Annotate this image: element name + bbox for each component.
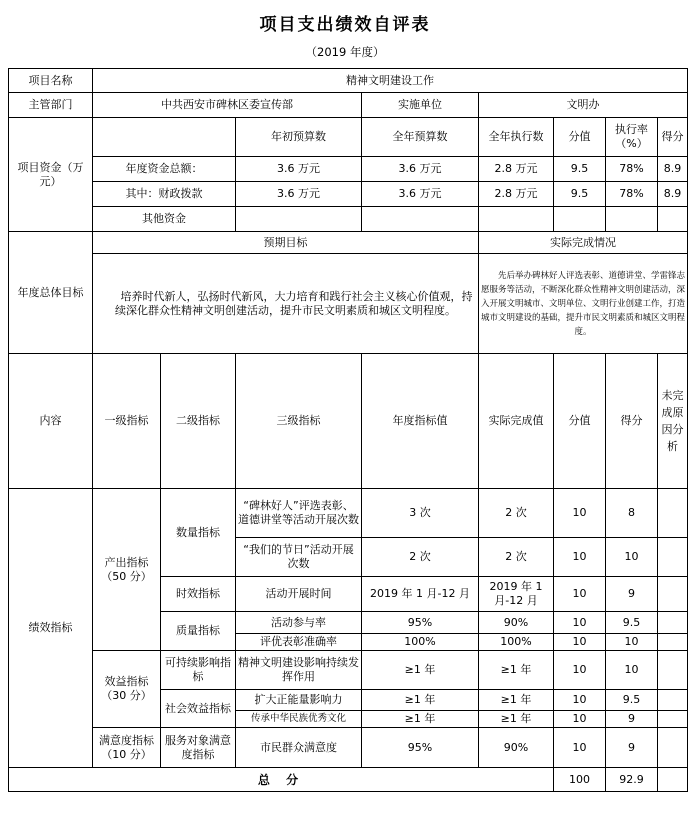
reason-cell	[658, 489, 688, 538]
target-cell: ≥1 年	[362, 711, 479, 728]
goals-actual-header: 实际完成情况	[479, 232, 688, 254]
funds-cell	[362, 207, 479, 232]
header-score: 分值	[554, 354, 606, 489]
reason-cell	[658, 577, 688, 612]
evaluation-table	[8, 68, 688, 792]
score-cell: 10	[554, 711, 606, 728]
actual-cell: ≥1 年	[479, 651, 554, 690]
actual-cell: 90%	[479, 612, 554, 634]
table-row	[9, 489, 688, 538]
funds-cell: 3.6 万元	[362, 182, 479, 207]
score-cell: 10	[554, 690, 606, 711]
actual-cell: 2 次	[479, 538, 554, 577]
target-cell: 95%	[362, 728, 479, 768]
funds-row	[9, 157, 688, 182]
actual-cell: 2019 年 1 月-12 月	[479, 577, 554, 612]
actual-cell: ≥1 年	[479, 690, 554, 711]
l2-social: 社会效益指标	[161, 690, 236, 728]
l3-cell: 活动开展时间	[236, 577, 362, 612]
l2-sustainable: 可持续影响指标	[161, 651, 236, 690]
l2-service: 服务对象满意度指标	[161, 728, 236, 768]
funds-cell: 2.8 万元	[479, 157, 554, 182]
l3-cell: 传承中华民族优秀文化	[236, 711, 362, 728]
goals-label: 年度总体目标	[9, 232, 93, 354]
reason-cell	[658, 690, 688, 711]
funds-row-name: 年度资金总额：	[93, 157, 236, 182]
funds-cell	[479, 207, 554, 232]
funds-cell: 8.9	[658, 157, 688, 182]
target-cell: 2019 年 1 月-12 月	[362, 577, 479, 612]
l3-cell: “碑林好人”评选表彰、道德讲堂等活动开展次数	[236, 489, 362, 538]
header-actual: 实际完成值	[479, 354, 554, 489]
funds-cell	[554, 207, 606, 232]
header-target: 年度指标值	[362, 354, 479, 489]
funds-cell: 8.9	[658, 182, 688, 207]
table-row	[9, 651, 688, 690]
fiscal-year: （2019 年度）	[305, 45, 385, 59]
goals-expected-text: 培养时代新人，弘扬时代新风，大力培育和践行社会主义核心价值观，持续深化群众性精神文明创建活动，提升市民文明素质和城区文明程度。	[93, 254, 479, 354]
project-name-label: 项目名称	[9, 69, 93, 93]
header-level2: 二级指标	[161, 354, 236, 489]
l3-cell: 精神文明建设影响持续发挥作用	[236, 651, 362, 690]
reason-cell	[658, 651, 688, 690]
funds-cell: 3.6 万元	[362, 157, 479, 182]
reason-cell	[658, 711, 688, 728]
l2-timeliness: 时效指标	[161, 577, 236, 612]
got-cell: 10	[606, 634, 658, 651]
output-label: 产出指标（50 分）	[93, 489, 161, 651]
score-cell: 10	[554, 634, 606, 651]
funds-row-name: 其中：财政拨款	[93, 182, 236, 207]
funds-header-initial-budget: 年初预算数	[236, 118, 362, 157]
score-cell: 10	[554, 728, 606, 768]
perf-label: 绩效指标	[9, 489, 93, 768]
target-cell: 95%	[362, 612, 479, 634]
dept-value: 中共西安市碑林区委宣传部	[93, 93, 362, 118]
header-content: 内容	[9, 354, 93, 489]
funds-cell	[236, 207, 362, 232]
got-cell: 9.5	[606, 690, 658, 711]
total-score: 100	[554, 768, 606, 792]
total-got: 92.9	[606, 768, 658, 792]
funds-cell	[658, 207, 688, 232]
funds-cell: 3.6 万元	[236, 182, 362, 207]
funds-cell: 9.5	[554, 157, 606, 182]
funds-header-blank	[93, 118, 236, 157]
page-title: 项目支出绩效自评表	[259, 15, 431, 35]
actual-cell: ≥1 年	[479, 711, 554, 728]
funds-cell: 3.6 万元	[236, 157, 362, 182]
funds-cell	[606, 207, 658, 232]
l3-cell: 活动参与率	[236, 612, 362, 634]
total-reason	[658, 768, 688, 792]
l3-cell: 市民群众满意度	[236, 728, 362, 768]
reason-cell	[658, 728, 688, 768]
score-cell: 10	[554, 538, 606, 577]
l2-quantity: 数量指标	[161, 489, 236, 577]
score-cell: 10	[554, 577, 606, 612]
funds-header-rate: 执行率（%）	[606, 118, 658, 157]
got-cell: 9	[606, 711, 658, 728]
funds-header-annual-budget: 全年预算数	[362, 118, 479, 157]
header-got: 得分	[606, 354, 658, 489]
actual-cell: 2 次	[479, 489, 554, 538]
got-cell: 10	[606, 651, 658, 690]
actual-cell: 100%	[479, 634, 554, 651]
got-cell: 9	[606, 728, 658, 768]
target-cell: ≥1 年	[362, 690, 479, 711]
funds-header-executed: 全年执行数	[479, 118, 554, 157]
funds-row-name: 其他资金	[93, 207, 236, 232]
funds-label: 项目资金（万元）	[9, 118, 93, 232]
funds-cell: 78%	[606, 157, 658, 182]
dept-label: 主管部门	[9, 93, 93, 118]
target-cell: ≥1 年	[362, 651, 479, 690]
l3-cell: 扩大正能量影响力	[236, 690, 362, 711]
reason-cell	[658, 634, 688, 651]
actual-cell: 90%	[479, 728, 554, 768]
impl-unit-label: 实施单位	[362, 93, 479, 118]
header-reason: 未完成原因分析	[658, 354, 688, 489]
got-cell: 10	[606, 538, 658, 577]
target-cell: 100%	[362, 634, 479, 651]
score-cell: 10	[554, 651, 606, 690]
l2-quality: 质量指标	[161, 612, 236, 651]
target-cell: 2 次	[362, 538, 479, 577]
goals-expected-header: 预期目标	[93, 232, 479, 254]
funds-row	[9, 182, 688, 207]
target-cell: 3 次	[362, 489, 479, 538]
header-level1: 一级指标	[93, 354, 161, 489]
header-level3: 三级指标	[236, 354, 362, 489]
funds-cell: 78%	[606, 182, 658, 207]
funds-header-score: 分值	[554, 118, 606, 157]
table-row	[9, 728, 688, 768]
reason-cell	[658, 612, 688, 634]
score-cell: 10	[554, 612, 606, 634]
project-name-value: 精神文明建设工作	[93, 69, 688, 93]
reason-cell	[658, 538, 688, 577]
funds-header-got: 得分	[658, 118, 688, 157]
got-cell: 8	[606, 489, 658, 538]
funds-cell: 9.5	[554, 182, 606, 207]
score-cell: 10	[554, 489, 606, 538]
funds-cell: 2.8 万元	[479, 182, 554, 207]
benefit-label: 效益指标（30 分）	[93, 651, 161, 728]
goals-actual-text: 先后举办碑林好人评选表彰、道德讲堂、学雷锋志愿服务等活动，不断深化群众性精神文明创建活动，深入开展文明城市、文明单位、文明行业创建工作，打造城市文明建设的基础，提升市民文明素质和城区文明程度。	[479, 254, 688, 354]
l3-cell: 评优表彰准确率	[236, 634, 362, 651]
l3-cell: “我们的节日”活动开展次数	[236, 538, 362, 577]
got-cell: 9.5	[606, 612, 658, 634]
satisfaction-label: 满意度指标（10 分）	[93, 728, 161, 768]
impl-unit-value: 文明办	[479, 93, 688, 118]
funds-row	[9, 207, 688, 232]
total-label: 总 分	[9, 768, 554, 792]
got-cell: 9	[606, 577, 658, 612]
